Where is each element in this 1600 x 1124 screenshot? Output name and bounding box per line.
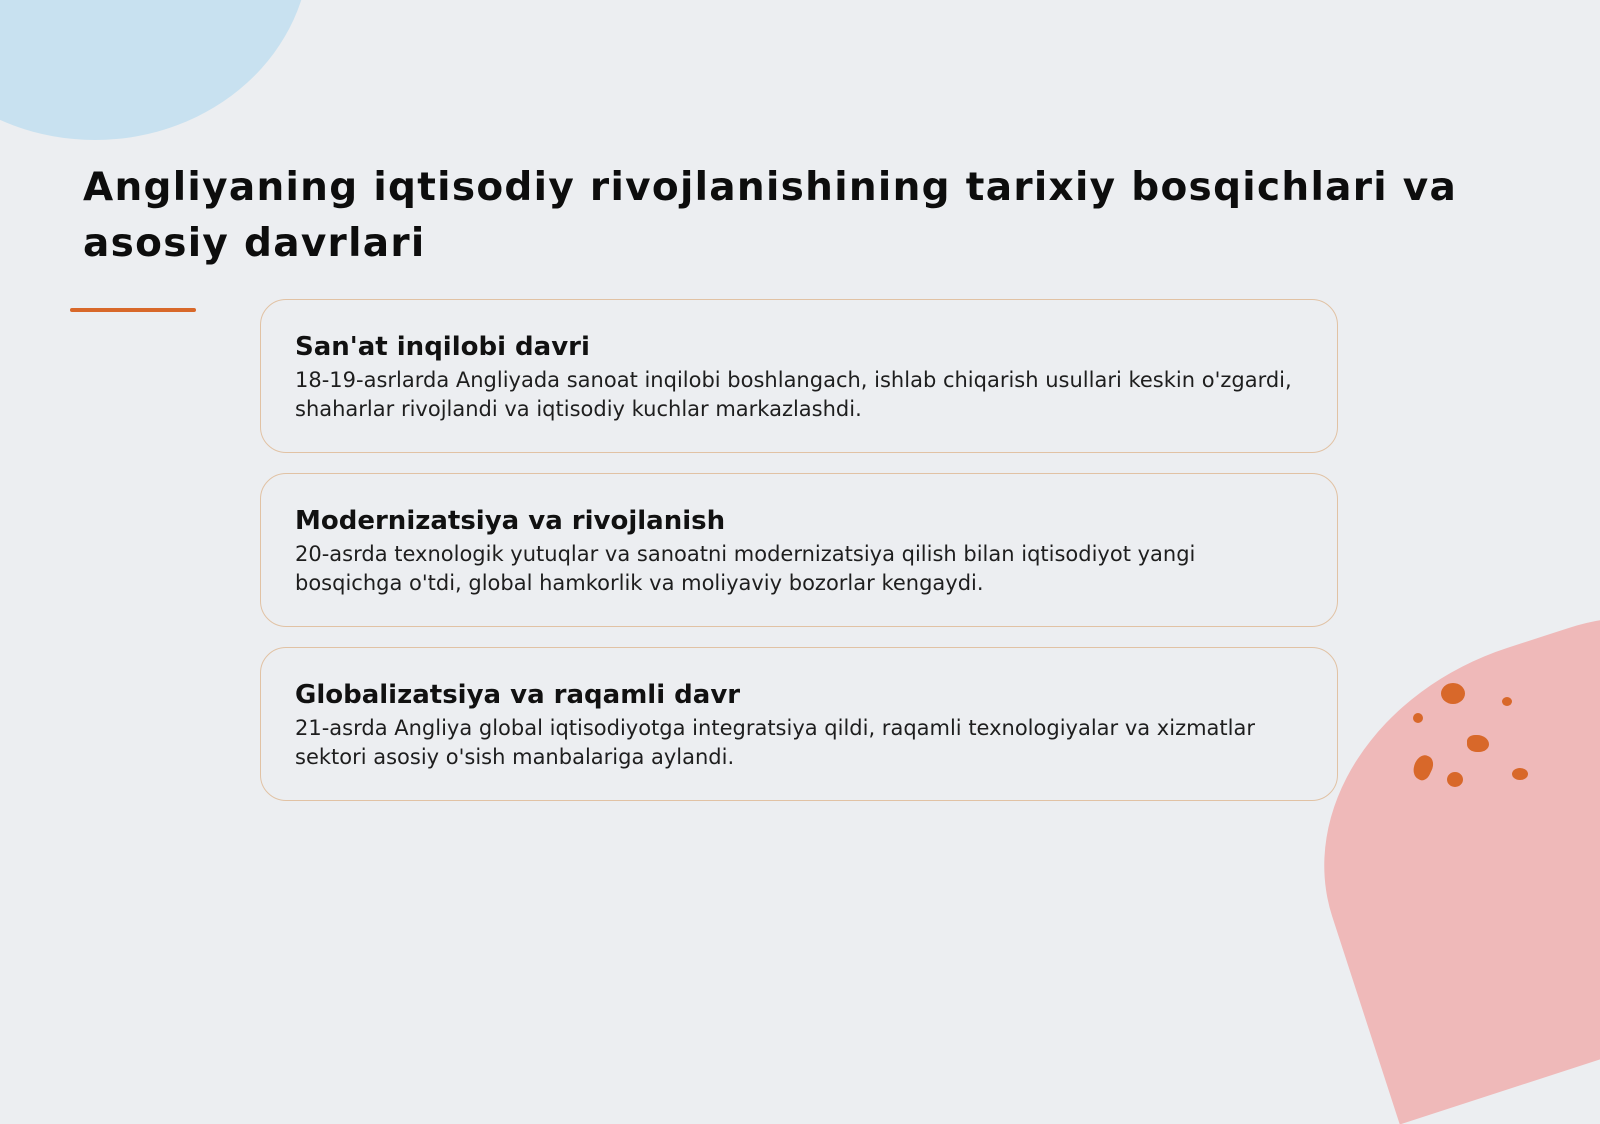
decorative-dot (1447, 772, 1463, 787)
card-title: San'at inqilobi davri (295, 332, 590, 362)
decorative-dot (1413, 713, 1423, 723)
period-card-industrial (260, 299, 1338, 453)
period-card-modernization (260, 473, 1338, 627)
card-text: 20-asrda texnologik yutuqlar va sanoatni modernizatsiya qilish bilan iqtisodiyot yangi bosqichga o'tdi, global hamkorlik va moliyaviy bozorlar kengaydi. (295, 542, 1196, 595)
card-title: Modernizatsiya va rivojlanish (295, 506, 726, 536)
decorative-dot (1467, 735, 1489, 752)
decorative-dot (1512, 768, 1528, 780)
title-underline (70, 308, 196, 312)
card-text: 18-19-asrlarda Angliyada sanoat inqilobi boshlangach, ishlab chiqarish usullari keskin o'zgardi, shaharlar rivojlandi va iqtisodiy kuchlar markazlashdi. (295, 368, 1292, 421)
decorative-dot (1502, 697, 1512, 706)
period-card-digital (260, 647, 1338, 801)
card-text: 21-asrda Angliya global iqtisodiyotga integratsiya qildi, raqamli texnologiyalar va xizmatlar sektori asosiy o'sish manbalariga aylandi. (295, 716, 1255, 769)
decorative-blue-blob (0, 0, 310, 140)
card-title: Globalizatsiya va raqamli davr (295, 680, 741, 710)
decorative-dot (1441, 683, 1465, 704)
slide-title: Angliyaning iqtisodiy rivojlanishining tarixiy bosqichlari va asosiy davrlari (83, 165, 1458, 266)
